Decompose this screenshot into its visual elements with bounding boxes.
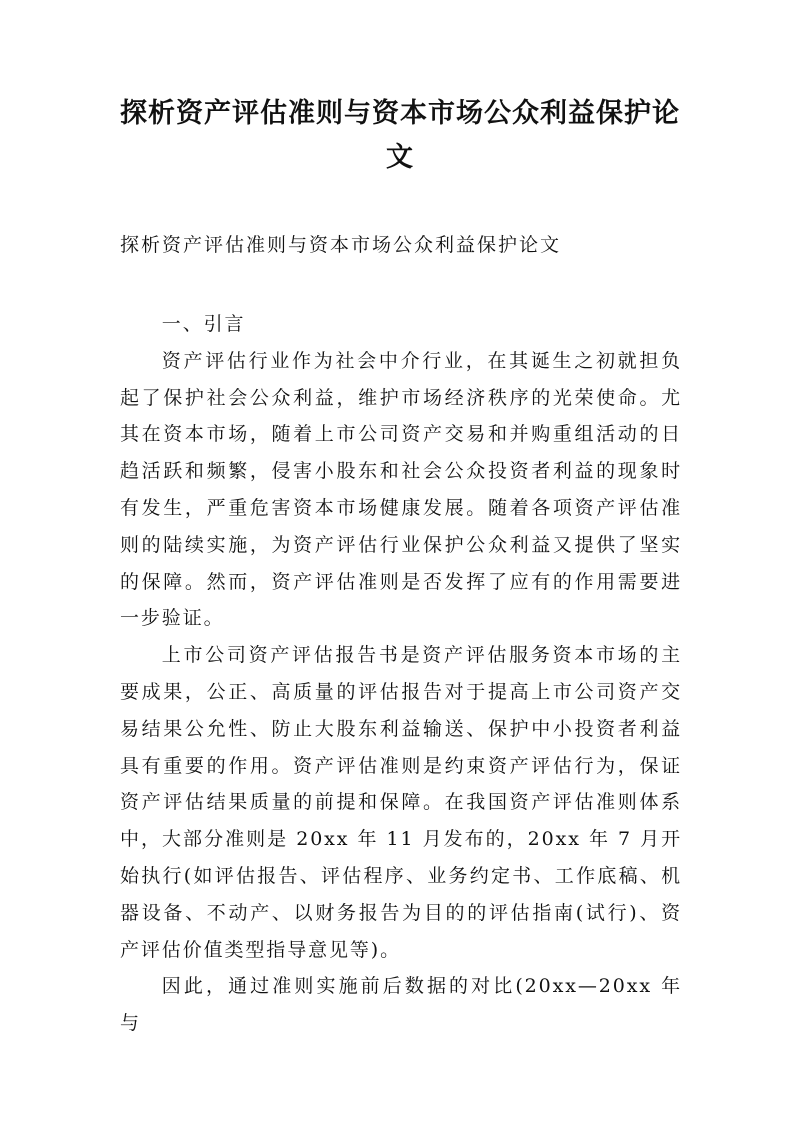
section-heading: 一、引言 [161, 313, 246, 335]
document-title: 探析资产评估准则与资本市场公众利益保护论文 [120, 98, 680, 173]
document-body [120, 306, 682, 1042]
document-subtitle: 探析资产评估准则与资本市场公众利益保护论文 [120, 234, 562, 256]
body-paragraph: 因此，通过准则实施前后数据的对比(20xx—20xx 年与 [120, 975, 682, 1035]
body-paragraph: 资产评估行业作为社会中介行业，在其诞生之初就担负起了保护社会公众利益，维护市场经济秩序的光荣使命。尤其在资本市场，随着上市公司资产交易和并购重组活动的日趋活跃和频繁，侵害小股东和社会公众投资者利益的现象时有发生，严重危害资本市场健康发展。随着各项资产评估准则的陆续实施，为资产评估行业保护公众利益又提供了坚实的保障。然而，资产评估准则是否发挥了应有的作用需要进一步验证。 [120, 349, 682, 630]
body-paragraph: 上市公司资产评估报告书是资产评估服务资本市场的主要成果，公正、高质量的评估报告对于提高上市公司资产交易结果公允性、防止大股东利益输送、保护中小投资者利益具有重要的作用。资产评估准则是约束资产评估行为，保证资产评估结果质量的前提和保障。在我国资产评估准则体系中，大部分准则是 20xx 年 11 月发布的，20xx 年 7 月开始执行(如评估报告、评估程序、业务约定书、工作底稿、机器设备、不动产、以财务报告为目的的评估指南(试行)、资产评估价值类型指导意见等)。 [120, 644, 682, 961]
